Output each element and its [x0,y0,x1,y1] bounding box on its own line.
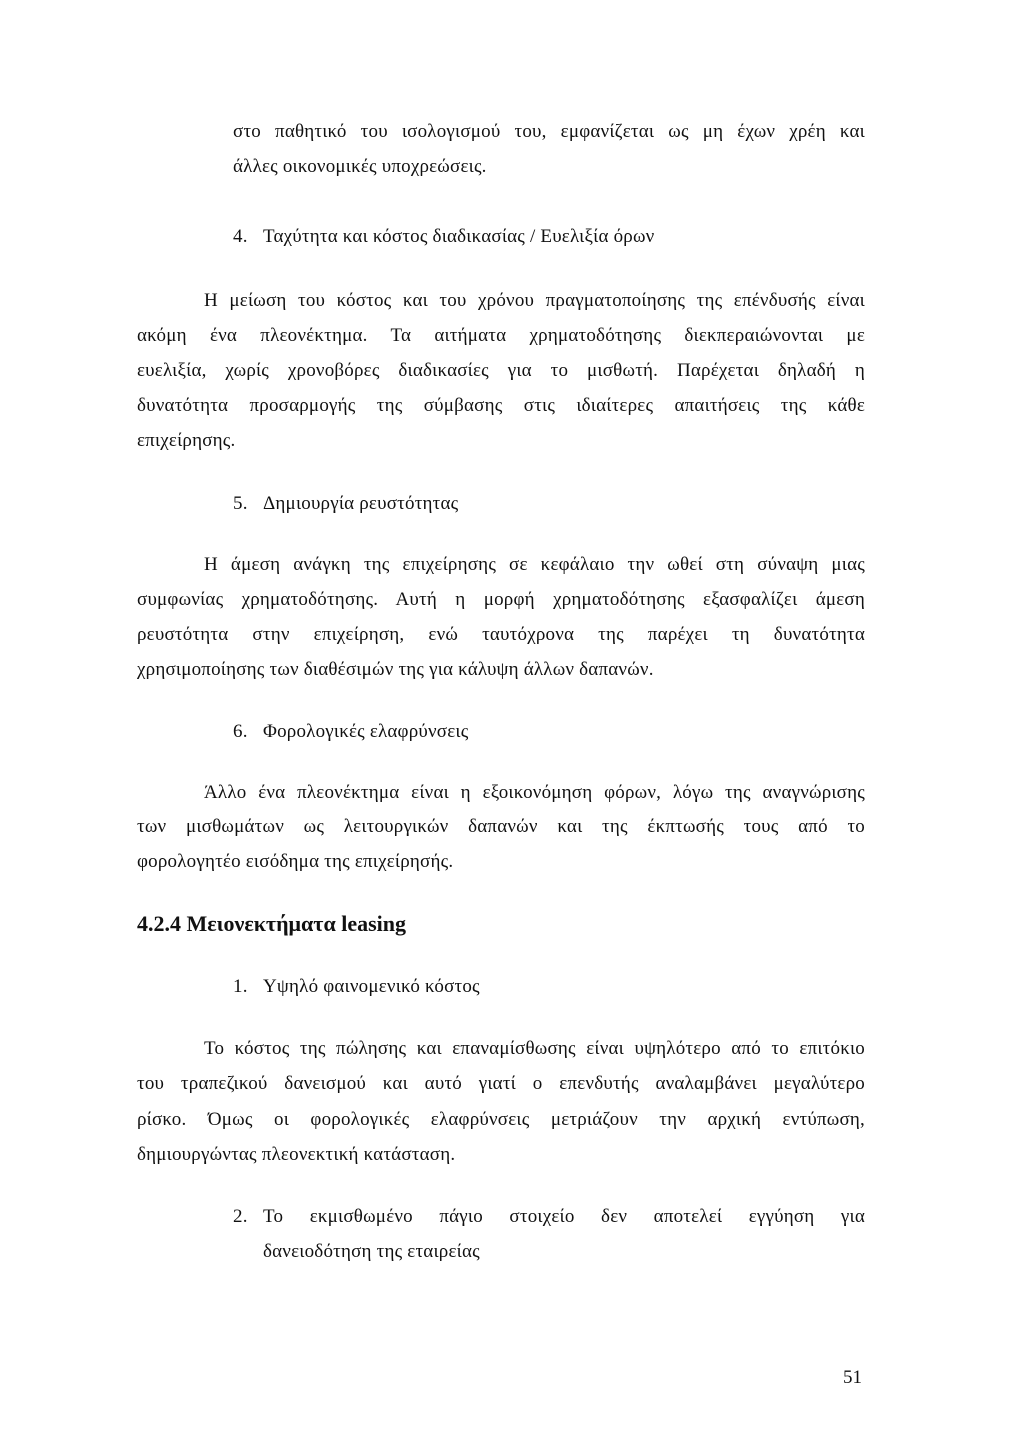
item-4-line-5: επιχείρησης. [137,430,236,451]
item-4-line-2: ακόμη ένα πλεονέκτημα. Τα αιτήματα χρηματοδότησης διεκπεραιώνονται με [137,325,865,346]
disadvantage-1-line-1: Το κόστος της πώλησης και επαναμίσθωσης είναι υψηλότερο από το επιτόκιο [204,1038,865,1059]
item-5-title: Δημιουργία ρευστότητας [263,493,459,514]
item-6-line-3: φορολογητέο εισόδημα της επιχείρησής. [137,851,454,872]
item-6-number: 6. [233,721,248,742]
disadvantage-2-line-2: δανειοδότηση της εταιρείας [263,1241,480,1262]
item-4-line-3: ευελιξία, χωρίς χρονοβόρες διαδικασίες για το μισθωτή. Παρέχεται δηλαδή η [137,360,865,381]
item-4-heading [233,225,654,249]
item-5-line-2: συμφωνίας χρηματοδότησης. Αυτή η μορφή χρηματοδότησης εξασφαλίζει άμεση [137,589,865,610]
disadvantage-1-heading [233,975,480,999]
item-5-line-4: χρησιμοποίησης των διαθέσιμών της για κάλυψη άλλων δαπανών. [137,659,654,680]
item-6-line-2: των μισθωμάτων ως λειτουργικών δαπανών και της έκπτωσής τους από το [137,816,865,837]
item-4-title: Ταχύτητα και κόστος διαδικασίας / Ευελιξία όρων [263,226,655,247]
item-5-number: 5. [233,493,248,514]
item-5-heading [233,492,458,516]
item-6-line-1: Άλλο ένα πλεονέκτημα είναι η εξοικονόμηση φόρων, λόγω της αναγνώρισης [204,782,865,803]
disadvantage-1-line-2: του τραπεζικού δανεισμού και αυτό γιατί ο επενδυτής αναλαμβάνει μεγαλύτερο [137,1073,865,1094]
item-5-line-3: ρευστότητα στην επιχείρηση, ενώ ταυτόχρονα της παρέχει τη δυνατότητα [137,624,865,645]
item-4-line-1: Η μείωση του κόστος και του χρόνου πραγματοποίησης της επένδυσής είναι [204,290,865,311]
disadvantage-2-text: Το εκμισθωμένο πάγιο στοιχείο δεν αποτελεί εγγύηση για [263,1206,865,1227]
disadvantage-1-number: 1. [233,976,248,997]
item-4-number: 4. [233,226,248,247]
disadvantage-2-number: 2. [233,1206,248,1227]
disadvantage-1-line-4: δημιουργώντας πλεονεκτική κατάσταση. [137,1144,456,1165]
item-4-line-4: δυνατότητα προσαρμογής της σύμβασης στις ιδιαίτερες απαιτήσεις της κάθε [137,395,865,416]
disadvantage-1-line-3: ρίσκο. Όμως οι φορολογικές ελαφρύνσεις μετριάζουν την αρχική εντύπωση, [137,1109,865,1130]
disadvantage-1-title: Υψηλό φαινομενικό κόστος [263,976,480,997]
intro-line-1: στο παθητικό του ισολογισμού του, εμφανίζεται ως μη έχων χρέη και [233,121,865,142]
item-6-heading [233,720,468,744]
intro-line-2: άλλες οικονομικές υποχρεώσεις. [233,156,487,177]
disadvantage-2-line-1 [233,1205,865,1229]
item-6-title: Φορολογικές ελαφρύνσεις [263,721,469,742]
page-number: 51 [843,1367,862,1388]
section-heading: 4.2.4 Μειονεκτήματα leasing [137,911,407,936]
item-5-line-1: Η άμεση ανάγκη της επιχείρησης σε κεφάλαιο την ωθεί στη σύναψη μιας [204,554,865,575]
